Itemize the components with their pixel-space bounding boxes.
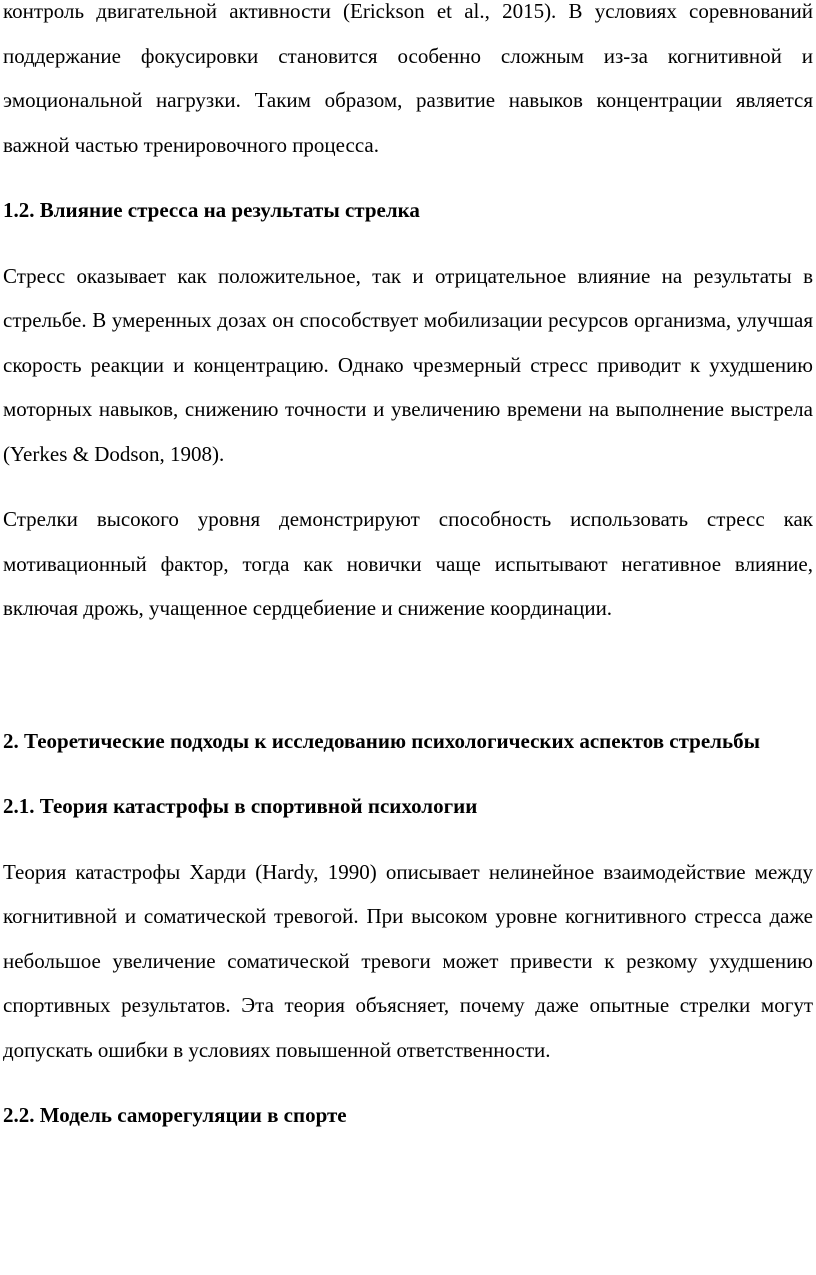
- paragraph-stress-1: Стресс оказывает как положительное, так и отрицательное влияние на результаты в стрельбе. В умеренных дозах он способствует мобилизации ресурсов организма, улучшая скорость реакции и концентрацию. Однако чрезмерный стресс приводит к ухудшению моторных навыков, снижению точности и увеличению времени на выполнение выстрела (Yerkes & Dodson, 1908).: [3, 263, 813, 466]
- paragraph-catastrophe-theory: Теория катастрофы Харди (Hardy, 1990) описывает нелинейное взаимодействие между когнитивной и соматической тревогой. При высоком уровне когнитивного стресса даже небольшое увеличение соматической тревоги может привести к резкому ухудшению спортивных результатов. Эта теория объясняет, почему даже опытные стрелки могут допускать ошибки в условиях повышенной ответственности.: [3, 859, 813, 1062]
- heading-2: 2. Теоретические подходы к исследованию психологических аспектов стрельбы: [3, 728, 760, 753]
- document-page: [3, 0, 813, 1138]
- heading-1-2: 1.2. Влияние стресса на результаты стрелка: [3, 198, 420, 222]
- paragraph-stress-2: Стрелки высокого уровня демонстрируют способность использовать стресс как мотивационный фактор, тогда как новички чаще испытывают негативное влияние, включая дрожь, учащенное сердцебиение и снижение координации.: [3, 507, 813, 620]
- paragraph-intro-tail: контроль двигательной активности (Erickson et al., 2015). В условиях соревнований поддержание фокусировки становится особенно сложным из-за когнитивной и эмоциональной нагрузки. Таким образом, развитие навыков концентрации является важной частью тренировочного процесса.: [3, 0, 813, 157]
- heading-2-2: 2.2. Модель саморегуляции в спорте: [3, 1103, 347, 1127]
- heading-2-1: 2.1. Теория катастрофы в спортивной психологии: [3, 794, 478, 818]
